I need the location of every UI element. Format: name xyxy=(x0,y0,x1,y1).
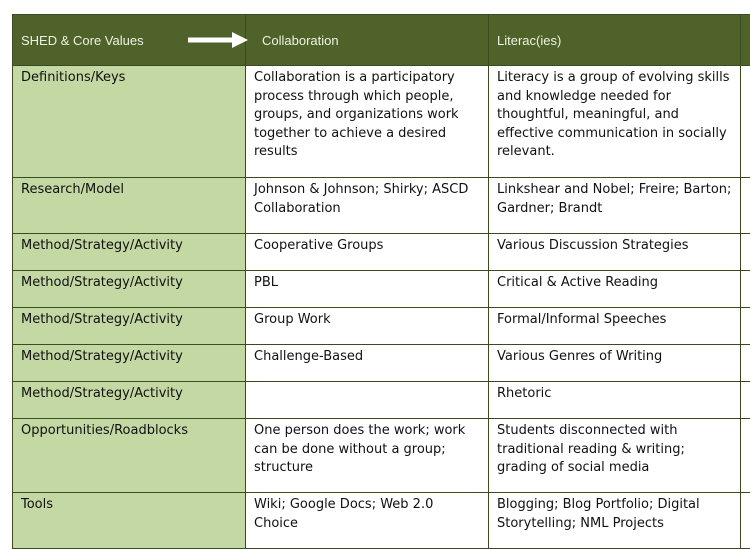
extra-cell xyxy=(741,66,750,178)
literacies-cell: Students disconnected with traditional reading & writing; grading of social media xyxy=(489,419,741,493)
header-row xyxy=(13,15,750,66)
row-label: Tools xyxy=(13,493,246,549)
extra-cell xyxy=(741,419,750,493)
extra-cell xyxy=(741,271,750,308)
row-label: Research/Model xyxy=(13,178,246,234)
literacies-cell: Formal/Informal Speeches xyxy=(489,308,741,345)
row-label: Method/Strategy/Activity xyxy=(13,234,246,271)
row-label: Method/Strategy/Activity xyxy=(13,308,246,345)
extra-cell xyxy=(741,493,750,549)
collaboration-cell: One person does the work; work can be done without a group; structure xyxy=(246,419,489,493)
extra-cell xyxy=(741,178,750,234)
table-row xyxy=(13,493,750,549)
table-row xyxy=(13,271,750,308)
table-row xyxy=(13,419,750,493)
collaboration-cell xyxy=(246,382,489,419)
collaboration-cell: Collaboration is a participatory process through which people, groups, and organizations work together to achieve a desired results xyxy=(246,66,489,178)
literacies-cell: Literacy is a group of evolving skills and knowledge needed for thoughtful, meaningful, and effective communication in socially relevant. xyxy=(489,66,741,178)
row-label: Method/Strategy/Activity xyxy=(13,271,246,308)
extra-cell xyxy=(741,382,750,419)
collaboration-cell: Challenge-Based xyxy=(246,345,489,382)
collaboration-cell: Group Work xyxy=(246,308,489,345)
literacies-cell: Critical & Active Reading xyxy=(489,271,741,308)
literacies-cell: Various Discussion Strategies xyxy=(489,234,741,271)
row-label: Method/Strategy/Activity xyxy=(13,382,246,419)
table-row xyxy=(13,345,750,382)
table-row xyxy=(13,234,750,271)
collaboration-cell: Cooperative Groups xyxy=(246,234,489,271)
arrow-right-icon xyxy=(188,32,248,48)
table-wrapper xyxy=(12,14,750,549)
row-label: Method/Strategy/Activity xyxy=(13,345,246,382)
literacies-cell: Blogging; Blog Portfolio; Digital Storytelling; NML Projects xyxy=(489,493,741,549)
collaboration-cell: Johnson & Johnson; Shirky; ASCD Collaboration xyxy=(246,178,489,234)
table-row xyxy=(13,178,750,234)
collaboration-cell: PBL xyxy=(246,271,489,308)
row-label: Definitions/Keys xyxy=(13,66,246,178)
literacies-cell: Rhetoric xyxy=(489,382,741,419)
extra-cell xyxy=(741,234,750,271)
header-extra xyxy=(741,15,750,66)
table-row xyxy=(13,382,750,419)
table-row xyxy=(13,66,750,178)
literacies-cell: Various Genres of Writing xyxy=(489,345,741,382)
table-row xyxy=(13,308,750,345)
header-literacies: Literac(ies) xyxy=(489,15,741,66)
row-label: Opportunities/Roadblocks xyxy=(13,419,246,493)
header-collaboration xyxy=(246,15,489,66)
header-shed-core-values: SHED & Core Values xyxy=(13,15,246,66)
extra-cell xyxy=(741,345,750,382)
literacies-cell: Linkshear and Nobel; Freire; Barton; Gardner; Brandt xyxy=(489,178,741,234)
collaboration-cell: Wiki; Google Docs; Web 2.0 Choice xyxy=(246,493,489,549)
header-collaboration-label: Collaboration xyxy=(262,32,339,48)
extra-cell xyxy=(741,308,750,345)
values-table xyxy=(12,14,750,549)
